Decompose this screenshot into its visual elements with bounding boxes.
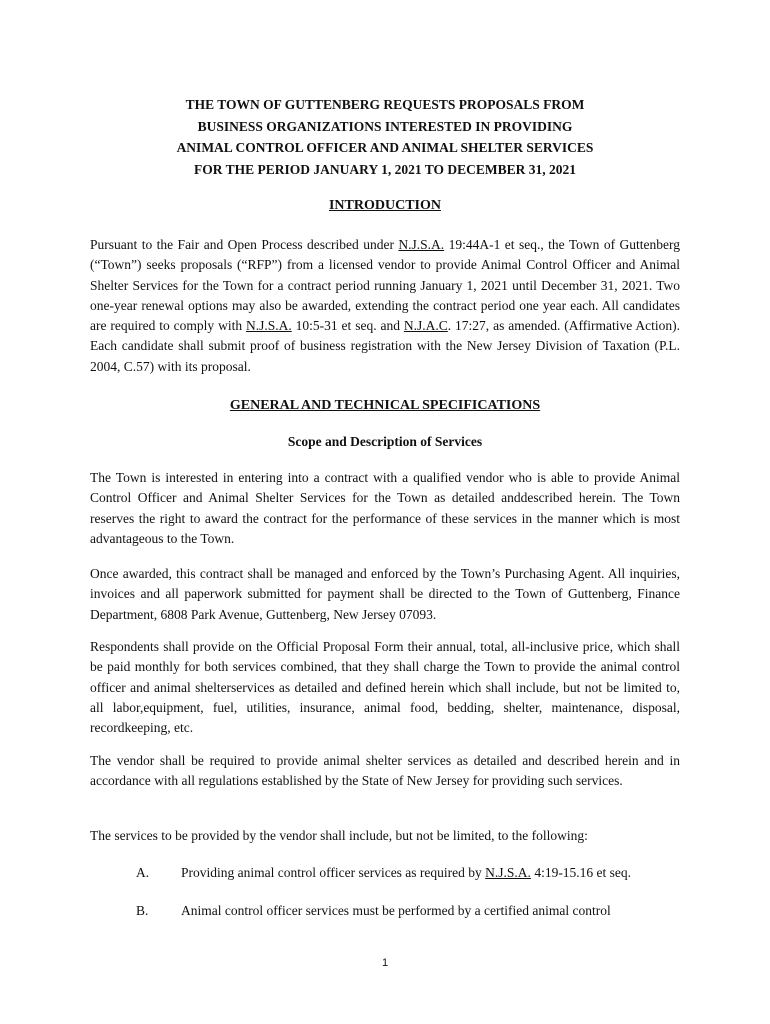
title-line-1: THE TOWN OF GUTTENBERG REQUESTS PROPOSALS FROM: [185, 97, 585, 112]
intro-text-b: 19:44A-1 et seq., the Town of Guttenberg (“Town”) seeks proposals (“RFP”) from a licensed vendor to provide Animal Control Officer and Animal Shelter Services for the Town for a contract period running January 1, 2021 until December 31, 2021. Two one-year renewal options may also be awarded, extending the contract period one year each. All candidates are required to comply with: [90, 237, 680, 334]
intro-njsa-ref-2: N.J.S.A.: [245, 318, 292, 334]
intro-njsa-ref-1: N.J.S.A.: [398, 237, 445, 252]
scope-subheading: Scope and Description of Services: [287, 434, 483, 449]
document-title: [90, 94, 680, 180]
introduction-paragraph: [90, 235, 680, 377]
list-item-text-b: 4:19-15.16 et seq.: [530, 865, 632, 880]
introduction-heading: INTRODUCTION: [328, 198, 441, 213]
list-item-letter: B.: [136, 903, 149, 918]
list-item-letter: A.: [136, 865, 150, 880]
list-item-text: [181, 863, 680, 883]
title-line-3: ANIMAL CONTROL OFFICER AND ANIMAL SHELTER SERVICES: [176, 140, 594, 155]
scope-paragraph-4: The vendor shall be required to provide animal shelter services as detailed and described herein and in accordance with all regulations established by the State of New Jersey for providing such services.: [90, 753, 680, 789]
intro-text-c: 10:5-31 et seq. and: [291, 318, 404, 334]
specifications-heading: GENERAL AND TECHNICAL SPECIFICATIONS: [229, 398, 541, 413]
scope-paragraph-5: The services to be provided by the vendor shall include, but not be limited, to the following:: [90, 828, 588, 843]
scope-paragraph-1: The Town is interested in entering into a contract with a qualified vendor who is able to provide Animal Control Officer and Animal Shelter Services for the Town as detailed anddescribed herein. The Town reserves the right to award the contract for the performance of these services in the manner which is most advantageous to the Town.: [90, 470, 680, 546]
list-item-njsa-ref: N.J.S.A.: [485, 865, 531, 880]
title-line-2: BUSINESS ORGANIZATIONS INTERESTED IN PROVIDING: [197, 118, 573, 134]
title-line-4: FOR THE PERIOD JANUARY 1, 2021 TO DECEMBER 31, 2021: [194, 161, 576, 177]
list-item-text-a: Providing animal control officer services as required by: [181, 865, 486, 880]
intro-text-a: Pursuant to the Fair and Open Process described under: [90, 237, 399, 252]
intro-njac-ref: N.J.A.C: [403, 318, 448, 334]
list-item-text: Animal control officer services must be performed by a certified animal control: [181, 903, 611, 918]
page-number: 1: [381, 957, 389, 969]
scope-paragraph-2: Once awarded, this contract shall be managed and enforced by the Town’s Purchasing Agent. All inquiries, invoices and all paperwork submitted for payment shall be directed to the Town of Guttenberg, Finance Department, 6808 Park Avenue, Guttenberg, New Jersey 07093.: [90, 566, 680, 622]
scope-paragraph-3: Respondents shall provide on the Official Proposal Form their annual, total, all-inclusive price, which shall be paid monthly for both services combined, that they shall charge the Town to provide the animal control officer and animal shelterservices as detailed and defined herein which shall include, but not be limited to, all labor,equipment, fuel, utilities, insurance, animal food, bedding, shelter, maintenance, disposal, recordkeeping, etc.: [90, 639, 680, 736]
intro-text-d: . 17:27, as amended. (Affirmative Action). Each candidate shall submit proof of business registration with the New Jersey Division of Taxation (P.L. 2004, C.57) with its proposal.: [90, 318, 680, 374]
